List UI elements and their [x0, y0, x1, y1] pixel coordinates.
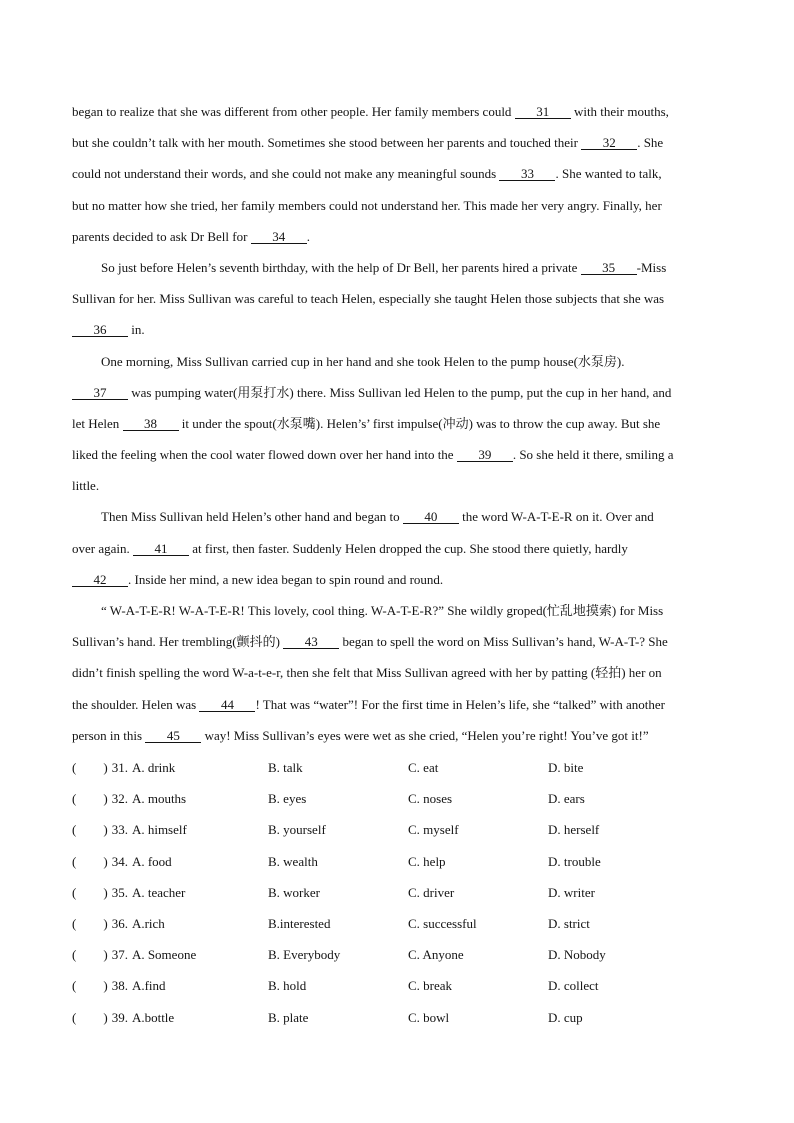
text-line	[72, 314, 732, 345]
option-d: D. bite	[548, 760, 584, 775]
option-a: A. food	[131, 853, 172, 869]
option-d: D. Nobody	[548, 947, 606, 963]
text-segment: . Inside her mind, a new idea began to spin round and round.	[128, 571, 444, 587]
question-row	[72, 877, 732, 908]
paragraph	[72, 346, 732, 502]
answer-blank: 34	[251, 230, 307, 244]
option-b: B. plate	[268, 1009, 309, 1025]
option-c: C. successful	[408, 915, 477, 931]
option-d: D. herself	[548, 822, 600, 838]
option-b: B. Everybody	[268, 947, 341, 963]
question-first-cell	[72, 752, 268, 783]
option-d: D. strict	[548, 915, 590, 931]
text-line	[72, 96, 732, 127]
option-b: B. wealth	[268, 853, 318, 869]
text-segment: was pumping water(用泵打水) there. Miss Sullivan led Helen to the pump, put the cup in her hand, and	[128, 384, 672, 400]
answer-blank: 40	[403, 510, 459, 524]
question-number: 34.	[111, 853, 128, 869]
option-b: B. eyes	[268, 791, 307, 807]
answer-bracket-close: )	[103, 884, 108, 900]
question-row	[72, 970, 732, 1001]
text-segment: liked the feeling when the cool water flowed down over her hand into the	[72, 447, 457, 463]
question-number: 39.	[111, 1009, 128, 1025]
paragraph	[72, 96, 732, 252]
answer-bracket-close: )	[103, 853, 108, 869]
text-segment: little.	[72, 478, 100, 494]
text-segment: began to realize that she was different from other people. Her family members could	[72, 104, 515, 119]
text-line	[72, 564, 732, 595]
answer-bracket-open: (	[72, 915, 77, 931]
text-line	[72, 221, 732, 252]
text-segment: . She	[637, 135, 664, 151]
text-segment: .	[306, 228, 310, 244]
paragraph	[72, 595, 732, 751]
text-line	[72, 626, 732, 657]
option-a: A. Someone	[131, 947, 197, 963]
text-segment: the shoulder. Helen was	[72, 696, 200, 712]
question-row	[72, 1002, 732, 1033]
question-first-cell	[72, 877, 268, 908]
answer-bracket-open: (	[72, 822, 77, 838]
question-first-cell	[72, 939, 268, 970]
answer-bracket-open: (	[72, 760, 77, 775]
text-segment: but she couldn’t talk with her mouth. Sometimes she stood between her parents and touched their	[72, 135, 582, 151]
question-number: 36.	[111, 915, 128, 931]
answer-blank: 42	[72, 573, 128, 587]
option-a: A.bottle	[131, 1009, 175, 1025]
answer-blank: 45	[145, 729, 201, 743]
question-row	[72, 939, 732, 970]
text-line	[72, 252, 732, 283]
option-d: D. collect	[548, 978, 599, 994]
answer-bracket-close: )	[103, 791, 108, 807]
answer-blank: 36	[72, 323, 128, 337]
text-line	[72, 533, 732, 564]
option-d: D. trouble	[548, 853, 601, 869]
answer-bracket-close: )	[103, 947, 108, 963]
answer-blank: 33	[499, 167, 555, 181]
text-segment: didn’t finish spelling the word W-a-t-e-r, then she felt that Miss Sullivan agreed with her by patting (轻拍) her on	[72, 665, 662, 681]
question-number: 38.	[111, 978, 128, 994]
paragraph	[72, 252, 732, 346]
answer-bracket-open: (	[72, 947, 77, 963]
text-segment: parents decided to ask Dr Bell for	[72, 228, 251, 244]
option-a: A.find	[131, 978, 166, 994]
text-segment: Then Miss Sullivan held Helen’s other hand and began to	[101, 509, 403, 525]
text-segment: . So she held it there, smiling a	[512, 447, 674, 463]
option-c: C. help	[408, 853, 446, 869]
question-first-cell	[72, 1002, 268, 1033]
answer-blank: 43	[283, 635, 339, 649]
text-segment: One morning, Miss Sullivan carried cup in her hand and she took Helen to the pump house(水泵房).	[101, 353, 625, 369]
answer-blank: 32	[581, 136, 637, 150]
text-line	[72, 377, 732, 408]
question-first-cell	[72, 783, 268, 814]
text-segment: could not understand their words, and she could not make any meaningful sounds	[72, 166, 500, 182]
text-segment: let Helen	[72, 415, 123, 431]
text-segment: with their mouths,	[570, 104, 669, 119]
question-first-cell	[72, 970, 268, 1001]
text-segment: So just before Helen’s seventh birthday, with the help of Dr Bell, her parents hired a private	[101, 259, 581, 275]
answer-bracket-close: )	[103, 760, 108, 775]
question-row	[72, 814, 732, 845]
text-segment: Sullivan’s hand. Her trembling(颤抖的)	[72, 634, 284, 650]
text-line	[72, 127, 732, 158]
answer-blank: 31	[515, 105, 571, 119]
text-line	[72, 283, 732, 314]
question-number: 31.	[111, 760, 128, 775]
text-line	[72, 346, 732, 377]
option-c: C. driver	[408, 884, 455, 900]
question-number: 35.	[111, 884, 128, 900]
option-b: B. worker	[268, 884, 320, 900]
text-line	[72, 689, 732, 720]
answer-blank: 35	[581, 261, 637, 275]
option-a: A. teacher	[131, 884, 186, 900]
text-line	[72, 501, 732, 532]
option-a: A. himself	[131, 822, 187, 838]
option-c: C. bowl	[408, 1009, 450, 1025]
option-c: C. break	[408, 978, 453, 994]
answer-bracket-open: (	[72, 978, 77, 994]
question-row	[72, 846, 732, 877]
option-a: A.rich	[131, 915, 165, 931]
question-number: 32.	[111, 791, 128, 807]
text-line	[72, 439, 732, 470]
paragraph	[72, 501, 732, 595]
answer-blank: 39	[457, 448, 513, 462]
text-line	[72, 657, 732, 688]
answer-bracket-close: )	[103, 1009, 108, 1025]
question-number: 37.	[111, 947, 128, 963]
question-first-cell	[72, 814, 268, 845]
option-c: C. eat	[408, 760, 439, 775]
question-row	[72, 908, 732, 939]
option-c: C. myself	[408, 822, 459, 838]
option-d: D. writer	[548, 884, 595, 900]
question-first-cell	[72, 908, 268, 939]
answer-bracket-open: (	[72, 853, 77, 869]
text-segment: person in this	[72, 727, 146, 743]
option-b: B. talk	[268, 760, 303, 775]
option-d: D. cup	[548, 1009, 583, 1025]
text-line	[72, 595, 732, 626]
text-segment: ! That was “water”! For the first time in Helen’s life, she “talked” with another	[255, 696, 665, 712]
option-b: B. yourself	[268, 822, 326, 838]
option-c: C. noses	[408, 791, 453, 807]
text-segment: at first, then faster. Suddenly Helen dropped the cup. She stood there quietly, hardly	[189, 540, 628, 556]
text-segment: began to spell the word on Miss Sullivan’s hand, W-A-T-? She	[339, 634, 668, 650]
question-first-cell	[72, 846, 268, 877]
option-c: C. Anyone	[408, 947, 464, 963]
question-row	[72, 752, 732, 783]
text-segment: Sullivan for her. Miss Sullivan was careful to teach Helen, especially she taught Helen those subjects that she was	[72, 291, 665, 307]
answer-bracket-open: (	[72, 791, 77, 807]
text-segment: . She wanted to talk,	[555, 166, 662, 182]
text-line	[72, 470, 732, 501]
answer-bracket-close: )	[103, 915, 108, 931]
option-d: D. ears	[548, 791, 585, 807]
text-segment: but no matter how she tried, her family members could not understand her. This made her very angry. Finally, her	[72, 197, 662, 213]
question-list	[72, 752, 732, 1033]
answer-bracket-close: )	[103, 978, 108, 994]
text-segment: “ W-A-T-E-R! W-A-T-E-R! This lovely, cool thing. W-A-T-E-R?” She wildly groped(忙乱地摸索) for Miss	[101, 603, 664, 618]
option-b: B. hold	[268, 978, 307, 994]
option-a: A. mouths	[131, 791, 187, 807]
option-a: A. drink	[131, 760, 176, 775]
cloze-passage	[72, 96, 732, 751]
text-segment: in.	[128, 322, 145, 338]
text-line	[72, 408, 732, 439]
text-segment: over again.	[72, 540, 134, 556]
answer-blank: 37	[72, 386, 128, 400]
option-b: B.interested	[268, 915, 331, 931]
text-line	[72, 190, 732, 221]
text-line	[72, 158, 732, 189]
answer-bracket-close: )	[103, 822, 108, 838]
text-line	[72, 720, 732, 751]
answer-blank: 38	[123, 417, 179, 431]
answer-bracket-open: (	[72, 884, 77, 900]
answer-blank: 41	[133, 542, 189, 556]
answer-blank: 44	[199, 698, 255, 712]
answer-bracket-open: (	[72, 1009, 77, 1025]
text-segment: it under the spout(水泵嘴). Helen’s’ first impulse(冲动) was to throw the cup away. But she	[178, 415, 661, 431]
text-segment: the word W-A-T-E-R on it. Over and	[458, 509, 654, 525]
question-row	[72, 783, 732, 814]
text-segment: -Miss	[636, 259, 667, 275]
text-segment: way! Miss Sullivan’s eyes were wet as she cried, “Helen you’re right! You’ve got it!”	[201, 727, 649, 743]
question-number: 33.	[111, 822, 128, 838]
